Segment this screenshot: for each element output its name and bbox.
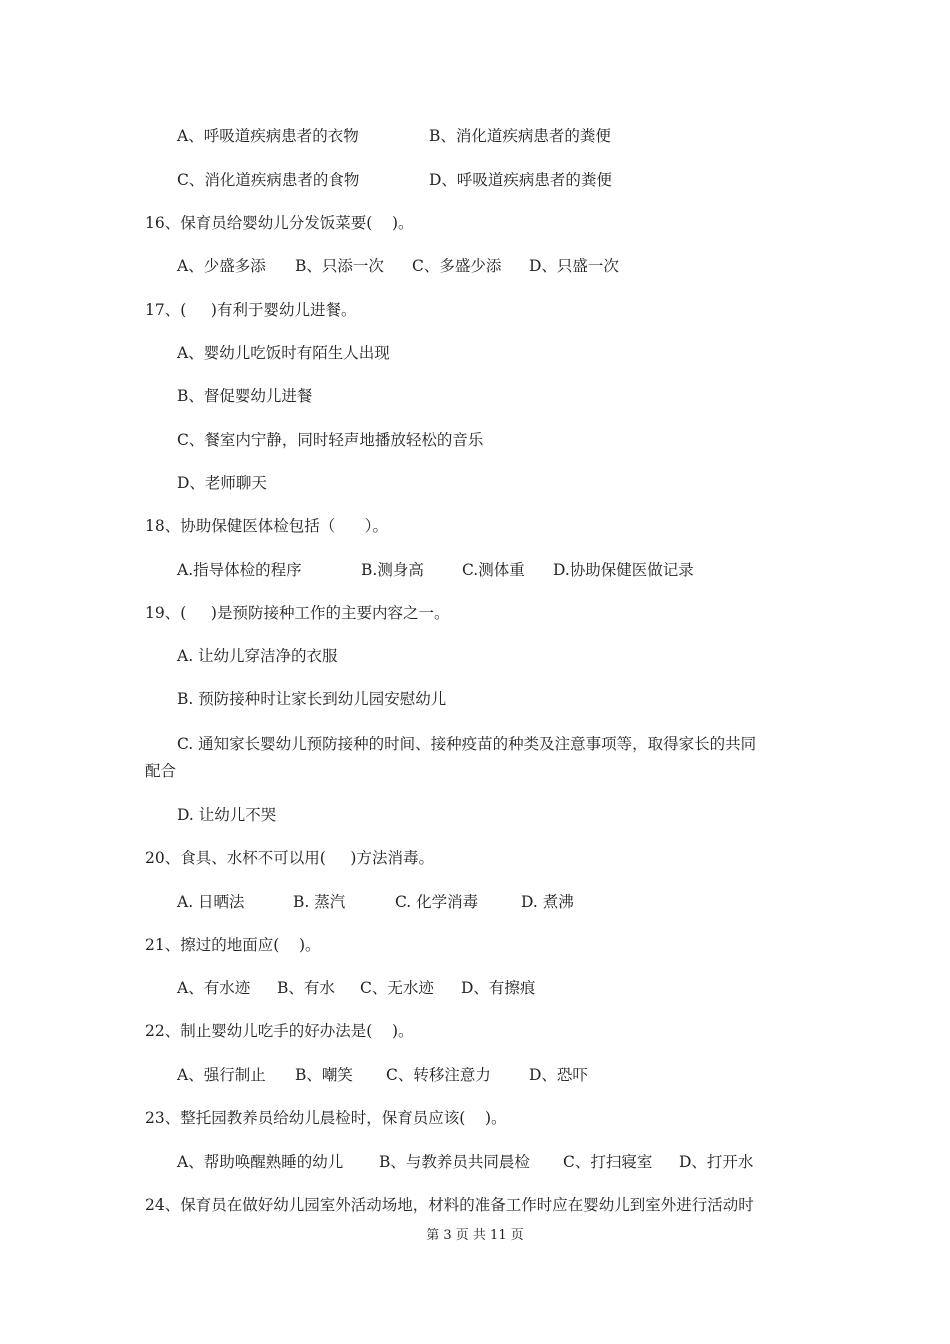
q21-option-c: C、无水迹 <box>360 979 434 997</box>
q16-option-a: A、少盛多添 <box>177 257 266 275</box>
q20-option-d: D. 煮沸 <box>521 893 574 911</box>
q19-option-c: C. 通知家长婴幼儿预防接种的时间、接种疫苗的种类及注意事项等，取得家长的共同 <box>177 735 757 753</box>
q17-option-d: D、老师聊天 <box>177 474 267 492</box>
q20-question: 20、食具、水杯不可以用( )方法消毒。 <box>145 849 434 867</box>
q22-option-b: B、嘲笑 <box>295 1066 353 1084</box>
q22-question: 22、制止婴幼儿吃手的好办法是( )。 <box>145 1022 414 1040</box>
q19-option-b: B. 预防接种时让家长到幼儿园安慰幼儿 <box>177 690 447 708</box>
q21-option-b: B、有水 <box>277 979 335 997</box>
q21-option-a: A、有水迹 <box>177 979 251 997</box>
q15-option-c: C、消化道疾病患者的食物 <box>177 171 360 189</box>
q23-option-b: B、与教养员共同晨检 <box>379 1153 530 1171</box>
q24-question: 24、保育员在做好幼儿园室外活动场地，材料的准备工作时应在婴幼儿到室外进行活动时 <box>145 1196 754 1214</box>
q18-option-c: C.测体重 <box>462 561 525 579</box>
q15-option-a: A、呼吸道疾病患者的衣物 <box>177 127 359 145</box>
q19-question: 19、( )是预防接种工作的主要内容之一。 <box>145 604 450 622</box>
q21-option-d: D、有擦痕 <box>461 979 536 997</box>
q17-option-c: C、餐室内宁静，同时轻声地播放轻松的音乐 <box>177 431 484 449</box>
q15-option-b: B、消化道疾病患者的粪便 <box>429 127 611 145</box>
q18-question: 18、协助保健医体检包括（ ）。 <box>145 517 389 535</box>
q20-option-a: A. 日晒法 <box>177 893 245 911</box>
q19-option-a: A. 让幼儿穿洁净的衣服 <box>177 647 338 665</box>
q17-question: 17、( )有利于婴幼儿进餐。 <box>145 301 357 319</box>
q16-question: 16、保育员给婴幼儿分发饭菜要( )。 <box>145 214 414 232</box>
q23-option-a: A、帮助唤醒熟睡的幼儿 <box>177 1153 344 1171</box>
q23-option-d: D、打开水 <box>679 1153 754 1171</box>
q18-option-b: B.测身高 <box>361 561 424 579</box>
q17-option-a: A、婴幼儿吃饭时有陌生人出现 <box>177 344 390 362</box>
q22-option-d: D、恐吓 <box>529 1066 588 1084</box>
q16-option-d: D、只盛一次 <box>529 257 619 275</box>
q22-option-c: C、转移注意力 <box>386 1066 491 1084</box>
q23-question: 23、整托园教养员给幼儿晨检时，保育员应该( )。 <box>145 1109 507 1127</box>
q23-option-c: C、打扫寝室 <box>563 1153 653 1171</box>
q20-option-c: C. 化学消毒 <box>395 893 479 911</box>
q18-option-d: D.协助保健医做记录 <box>553 561 694 579</box>
q21-question: 21、擦过的地面应( )。 <box>145 936 321 954</box>
page-footer: 第 3 页 共 11 页 <box>426 1228 524 1243</box>
q15-option-d: D、呼吸道疾病患者的粪便 <box>429 171 612 189</box>
q16-option-b: B、只添一次 <box>295 257 384 275</box>
q18-option-a: A.指导体检的程序 <box>177 561 302 579</box>
q16-option-c: C、多盛少添 <box>412 257 502 275</box>
q19-option-d: D. 让幼儿不哭 <box>177 806 277 824</box>
q20-option-b: B. 蒸汽 <box>293 893 346 911</box>
q19-option-c-continued: 配合 <box>145 762 177 780</box>
q17-option-b: B、督促婴幼儿进餐 <box>177 387 313 405</box>
q22-option-a: A、强行制止 <box>177 1066 266 1084</box>
